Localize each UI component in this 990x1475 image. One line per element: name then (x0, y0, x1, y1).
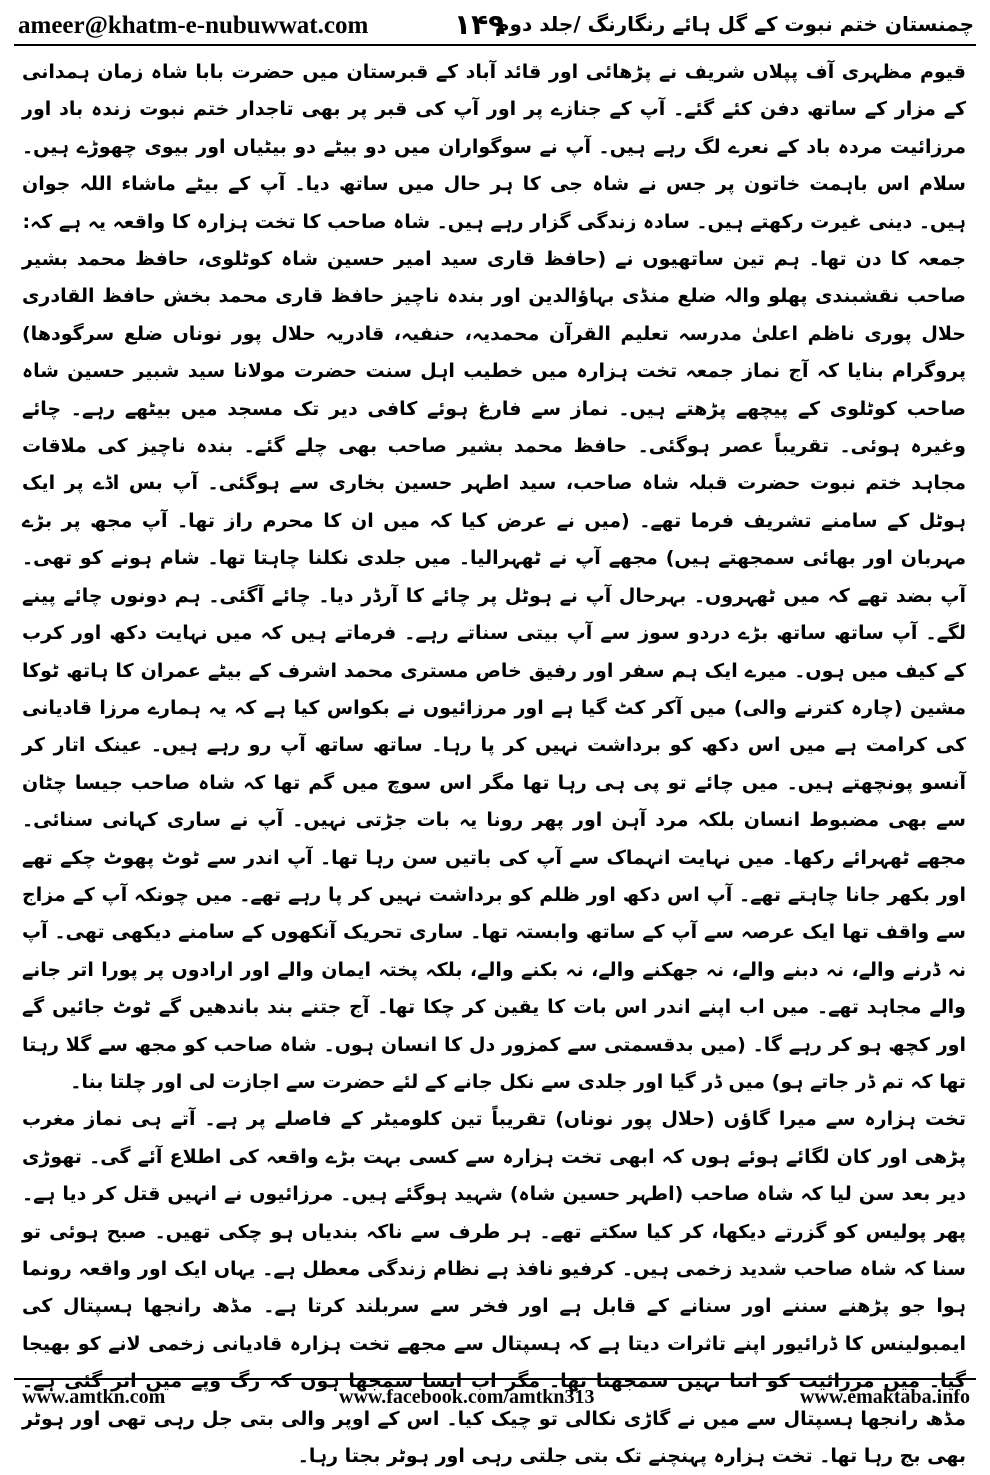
page-header (14, 6, 976, 46)
book-title: چمنستان ختم نبوت کے گل ہائے رنگارنگ /جلد دوم (494, 12, 974, 36)
footer-divider (14, 1378, 976, 1380)
paragraph: تخت ہزارہ سے میرا گاؤں (حلال پور نوناں) تقریباً تین کلومیٹر کے فاصلے پر ہے۔ آتے ہی نماز مغرب پڑھی اور کان لگائے ہوئے ہوں کہ ابھی تخت ہزارہ سے کسی بہت بڑے واقعہ کی اطلاع آئے گی۔ تھوڑی دیر بعد سن لیا کہ شاہ صاحب (اطہر حسین شاہ) شہید ہوگئے ہیں۔ مرزائیوں نے انہیں قتل کر دیا ہے۔ پھر پولیس کو گزرتے دیکھا، کر کیا سکتے تھے۔ ہر طرف سے ناکہ بندیاں ہو چکی تھیں۔ صبح ہوئی تو سنا کہ شاہ صاحب شدید زخمی ہیں۔ کرفیو نافذ ہے نظام زندگی معطل ہے۔ یہاں ایک اور واقعہ رونما ہوا جو پڑھنے سننے اور سنانے کے قابل ہے اور فخر سے سربلند کرتا ہے۔ مڈھ رانجھا ہسپتال کی ایمبولینس کا ڈرائیور اپنے تاثرات دیتا ہے کہ ہسپتال سے مجھے تخت ہزارہ قادیانی زخمی لانے کو بھیجا گیا۔ میں مرزائیت کو اتنا نہیں سمجھتا تھا۔ مگر اب ایسا سمجھا ہوں کہ رگ وپے میں اتر گئی ہے۔ مڈھ رانجھا ہسپتال سے میں نے گاڑی نکالی تو چیک کیا۔ اس کے اوپر والی بتی جل رہی تھی اور ہوٹر بھی بج رہا تھا۔ تخت ہزارہ پہنچنے تک بتی جلتی رہی اور ہوٹر بجتا رہا۔ (22, 1108, 966, 1468)
page-number: ۱۴۹ (454, 8, 506, 41)
footer-link-facebook[interactable]: www.facebook.com/amtkn313 (339, 1386, 595, 1408)
footer-link-emaktaba[interactable]: www.emaktaba.info (799, 1386, 970, 1408)
paragraph: جمعہ کا دن تھا۔ ہم تین ساتھیوں نے (حافظ قاری سید امیر حسین شاہ کوٹلوی، حافظ محمد بشیر صاحب نقشبندی پھلو والہ ضلع منڈی بہاؤالدین اور بندہ ناچیز حافظ قاری محمد بخش حافظ القادری حلال پوری ناظم اعلیٰ مدرسہ تعلیم القرآن محمدیہ، حنفیہ، قادریہ حلال پور نوناں ضلع سرگودھا) پروگرام بنایا کہ آج نماز جمعہ تخت ہزارہ میں خطیب اہل سنت حضرت مولانا سید شبیر حسین شاہ صاحب کوٹلوی کے پیچھے پڑھتے ہیں۔ نماز سے فارغ ہوئے کافی دیر تک مسجد میں بیٹھے رہے۔ چائے وغیرہ ہوئی۔ تقریباً عصر ہوگئی۔ حافظ محمد بشیر صاحب بھی چلے گئے۔ بندہ ناچیز کی ملاقات مجاہد ختم نبوت حضرت قبلہ شاہ صاحب، سید اطہر حسین بخاری سے ہوگئی۔ آپ بس اڈے پر ایک ہوٹل کے سامنے تشریف فرما تھے۔ (میں نے عرض کیا کہ میں ان کا محرم راز تھا۔ آپ مجھ پر بڑے مہربان اور بھائی سمجھتے ہیں) مجھے آپ نے ٹھہرالیا۔ میں جلدی نکلنا چاہتا تھا۔ شام ہونے کو تھی۔ آپ بضد تھے کہ میں ٹھہروں۔ بہرحال آپ نے ہوٹل پر چائے کا آرڈر دیا۔ چائے آگئی۔ ہم دونوں چائے پینے لگے۔ آپ ساتھ ساتھ بڑے دردو سوز سے آپ بیتی سناتے رہے۔ فرماتے ہیں کہ میں نہایت دکھ اور کرب کے کیف میں ہوں۔ میرے ایک ہم سفر اور رفیق خاص مستری محمد اشرف کے بیٹے عمران کا ہاتھ ٹوکا مشین (چارہ کترنے والی) میں آکر کٹ گیا ہے اور مرزائیوں نے بکواس کیا ہے کہ یہ ہمارے مرزا قادیانی کی کرامت ہے میں اس دکھ کو برداشت نہیں کر پا رہا۔ ساتھ ساتھ آپ رو رہے ہیں۔ عینک اتار کر آنسو پونچھتے ہیں۔ میں چائے تو پی ہی رہا تھا مگر اس سوچ میں گم تھا کہ شاہ صاحب جیسا چٹان سے بھی مضبوط انسان بلکہ مرد آہن اور پھر رونا یہ بات جڑتی نہیں۔ آپ نے ساری کہانی سنائی۔ مجھے ٹھہرائے رکھا۔ میں نہایت انہماک سے آپ کی باتیں سن رہا تھا۔ آپ اندر سے ٹوٹ پھوٹ چکے تھے اور بکھر جانا چاہتے تھے۔ آپ اس دکھ اور ظلم کو برداشت نہیں کر پا رہے تھے۔ میں چونکہ آپ کے مزاج سے واقف تھا ایک عرصہ سے آپ کے ساتھ وابستہ تھا۔ ساری تحریک آنکھوں کے سامنے دیکھی تھی۔ آپ نہ ڈرنے والے، نہ دبنے والے، نہ جھکنے والے، نہ بکنے والے، بلکہ پختہ ایمان والے اور ارادوں پر پورا اتر جانے والے مجاہد تھے۔ میں اب اپنے اندر اس بات کا یقین کر چکا تھا۔ آج جتنے بند باندھیں گے ٹوٹ جائیں گے اور کچھ ہو کر رہے گا۔ (میں بدقسمتی سے کمزور دل کا انسان ہوں۔ شاہ صاحب کو مجھ سے گلا رہتا تھا کہ تم ڈر جاتے ہو) میں ڈر گیا اور جلدی سے نکل جانے کے لئے حضرت سے اجازت لی اور چلتا بنا۔ (22, 248, 966, 1093)
page-footer (14, 1386, 976, 1414)
header-email: ameer@khatm-e-nubuwwat.com (18, 12, 369, 39)
paragraph: قیوم مظہری آف پپلاں شریف نے پڑھائی اور قائد آباد کے قبرستان میں حضرت بابا شاہ زمان ہمدانی کے مزار کے ساتھ دفن کئے گئے۔ آپ کے جنازے پر اور آپ کی قبر پر بھی تاجدار ختم نبوت زندہ باد اور مرزائیت مردہ باد کے نعرے لگ رہے ہیں۔ آپ نے سوگواران میں دو بیٹے دو بیٹیاں اور بیوی چھوڑے ہیں۔ سلام اس باہمت خاتون پر جس نے شاہ جی کا ہر حال میں ساتھ دیا۔ آپ کے بیٹے ماشاء اللہ جوان ہیں۔ دینی غیرت رکھتے ہیں۔ سادہ زندگی گزار رہے ہیں۔ شاہ صاحب کا تخت ہزارہ کا واقعہ یہ ہے کہ: (22, 61, 966, 233)
header-divider (14, 44, 976, 46)
footer-link-amtkn[interactable]: www.amtkn.com (22, 1386, 166, 1408)
